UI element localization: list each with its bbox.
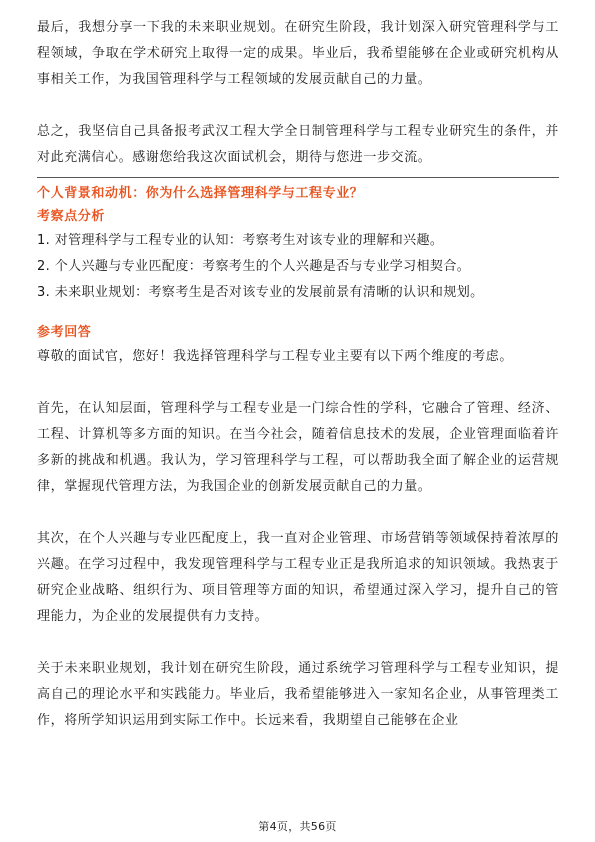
analysis-item: 3. 未来职业规划：考察考生是否对该专业的发展前景有清晰的认识和规划。 — [37, 285, 484, 300]
analysis-item: 2. 个人兴趣与专业匹配度：考察考生的个人兴趣是否与专业学习相契合。 — [37, 259, 471, 274]
answer-paragraph: 首先，在认知层面，管理科学与工程专业是一门综合性的学科，它融合了管理、经济、工程、计算机等多方面的知识。在当今社会，随着信息技术的发展，企业管理面临着许多新的挑战和机遇。我认为，学习管理科学与工程，可以帮助我全面了解企业的运营规律，掌握现代管理方法，为我国企业的创新发展贡献自己的力量。 — [37, 401, 559, 494]
answer-paragraph: 关于未来职业规划，我计划在研究生阶段，通过系统学习管理科学与工程专业知识，提高自己的理论水平和实践能力。毕业后，我希望能够进入一家知名企业，从事管理类工作，将所学知识运用到实际工作中。长远来看，我期望自己能够在企业 — [37, 661, 559, 728]
intro-paragraph: 总之，我坚信自己具备报考武汉工程大学全日制管理科学与工程专业研究生的条件，并对此充满信心。感谢您给我这次面试机会，期待与您进一步交流。 — [37, 124, 559, 165]
document-page — [37, 0, 559, 734]
page-footer: 第4页，共56页 — [258, 820, 337, 833]
intro-paragraph: 最后，我想分享一下我的未来职业规划。在研究生阶段，我计划深入研究管理科学与工程领域，争取在学术研究上取得一定的成果。毕业后，我希望能够在企业或研究机构从事相关工作，为我国管理科学与工程领域的发展贡献自己的力量。 — [37, 20, 559, 87]
answer-heading: 参考回答 — [37, 325, 92, 340]
section-divider — [37, 177, 559, 178]
analysis-heading: 考察点分析 — [37, 209, 106, 224]
question-title: 个人背景和动机：你为什么选择管理科学与工程专业？ — [37, 186, 364, 201]
analysis-item: 1. 对管理科学与工程专业的认知：考察考生对该专业的理解和兴趣。 — [37, 233, 444, 248]
answer-paragraph: 其次，在个人兴趣与专业匹配度上，我一直对企业管理、市场营销等领域保持着浓厚的兴趣。在学习过程中，我发现管理科学与工程专业正是我所追求的知识领域。我热衷于研究企业战略、组织行为、项目管理等方面的知识，希望通过深入学习，提升自己的管理能力，为企业的发展提供有力支持。 — [37, 531, 559, 624]
answer-paragraph: 尊敬的面试官，您好！我选择管理科学与工程专业主要有以下两个维度的考虑。 — [37, 349, 514, 364]
